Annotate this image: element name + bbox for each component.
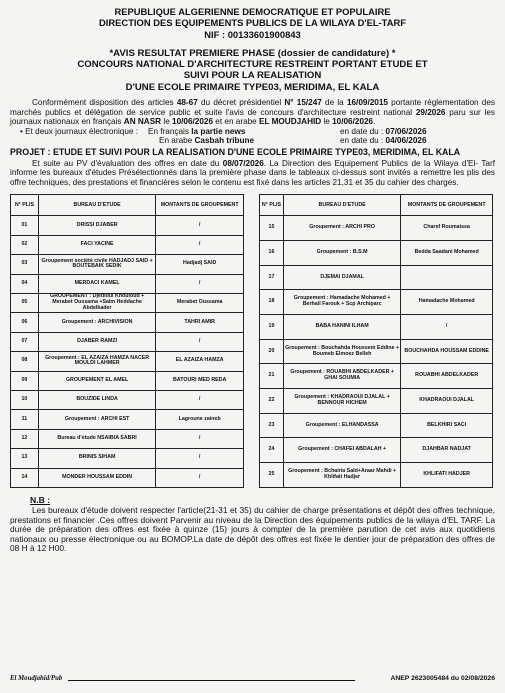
col-header-montants: MONTANTS DE GROUPEMENT [401, 195, 493, 216]
groupement-amount: TAHRI AMIR [156, 313, 244, 332]
groupement-amount: / [156, 274, 244, 293]
col-header-plis: N° PLIS [11, 195, 39, 216]
bureau-name: Groupement société civile HADJADJ SAID + BOUTEBAIK SEDIK [38, 255, 155, 274]
bureau-name: Bureau d'etude NSAIBIA SABRI [38, 429, 155, 448]
table-row [11, 468, 244, 487]
project-heading: PROJET : ETUDE ET SUIVI POUR LA REALISATION D'UNE ECOLE PRIMAIRE TYPE03, MERIDIMA, EL KALA [10, 146, 461, 157]
groupement-amount: ROUABHI ABDELKADER [401, 364, 493, 389]
table-row [11, 390, 244, 409]
header-direction: DIRECTION DES EQUIPEMENTS PUBLICS DE LA WILAYA D'EL-TARF [99, 17, 406, 29]
groupement-amount: Hamadache Mohamed [401, 290, 493, 315]
col-header-montants: MONTANTS DE GROUPEMENT [156, 195, 244, 216]
bureau-name: DRISSI DJABER [38, 216, 155, 235]
groupement-amount: Hadjadj SAID [156, 255, 244, 274]
groupement-amount: / [156, 390, 244, 409]
groupement-amount: / [156, 332, 244, 351]
bureau-name: Groupement : EL AZAIZA HAMZA NACER MOULDI LAHMER [38, 352, 155, 371]
ar-date: 04/06/2026 [385, 136, 427, 146]
plis-number: 16 [260, 241, 284, 266]
col-header-plis: N° PLIS [260, 195, 284, 216]
table-row [11, 235, 244, 254]
table-row [11, 313, 244, 332]
bureau-name: GROUPEMENT : Djedioui Khouloud + Merabet Oussama +Salm Heddache Abdelkader [38, 293, 155, 312]
suite-text: . La Direction des Equipement Publics de la Wilaya d'El- Tarf informe les bureaux d'études Présélectionnés dans la première phase dans le tableaux ci-dessus sont invités a remettre les plis des offre techniques, des prestations et financières selon le contenu est fixé dans les articles 21,31 et 35 du cahier des charges. [10, 158, 495, 187]
bureau-name: Groupement : KHADRAOUI DJALAL + BENNOUR HICHEM [283, 389, 400, 414]
intro-text: Conformément disposition des articles [32, 98, 177, 108]
pv-date: 08/07/2026 [222, 158, 264, 168]
plis-number: 08 [11, 352, 39, 371]
groupement-amount: KHLIFATI HADJER [401, 463, 493, 488]
bureau-name: Groupement : ARCHIVISION [38, 313, 155, 332]
fr-journal-name: la partie news [191, 126, 246, 136]
table-row [260, 389, 493, 414]
plis-number: 25 [260, 463, 284, 488]
plis-number: 03 [11, 255, 39, 274]
groupement-amount: BELKHIRI SACI [401, 413, 493, 438]
title-line-3: SUIVI POUR LA REALISATION [183, 70, 322, 82]
results-tables [10, 194, 495, 487]
intro-decree-date: 16/09/2015 [346, 98, 388, 108]
plis-number: 21 [260, 364, 284, 389]
intro-paragraph [10, 98, 495, 127]
header-nif: NIF : 00133601900843 [204, 28, 301, 40]
bureau-name: MONDER HOUSSAM EDDIN [38, 468, 155, 487]
bureau-name: Groupement : Bouchahda Houssem Eddine + Boumeb Elmoez Belleh [283, 339, 400, 364]
plis-number: 09 [11, 371, 39, 390]
plis-number: 05 [11, 293, 39, 312]
intro-text: paru sur les journaux nationaux en français [10, 107, 495, 127]
bureau-name: Groupement : CHAFEI ABDALAH + [283, 438, 400, 463]
groupement-amount: / [156, 429, 244, 448]
groupement-amount: Bedda Saadani Mohamed [401, 241, 493, 266]
groupement-amount: / [156, 449, 244, 468]
intro-date-ar: 10/06/2026 [332, 117, 374, 127]
electronic-journals [20, 127, 495, 146]
bureau-name: BOUZIDE LINDA [38, 390, 155, 409]
table-row [11, 449, 244, 468]
plis-number: 01 [11, 216, 39, 235]
plis-number: 18 [260, 290, 284, 315]
intro-newspaper-fr: AN NASR [123, 117, 162, 127]
results-table-left [10, 194, 244, 487]
intro-notice-number: 29/2026 [415, 107, 446, 117]
groupement-amount: EL AZAIZA HAMZA [156, 352, 244, 371]
plis-number: 04 [11, 274, 39, 293]
plis-number: 13 [11, 449, 39, 468]
plis-number: 19 [260, 315, 284, 340]
groupement-amount: BATOURI MED REDA [156, 371, 244, 390]
table-row [260, 216, 493, 241]
bureau-name: FACI YACINE [38, 235, 155, 254]
groupement-amount: Merabet Oussama [156, 293, 244, 312]
bureau-name: Groupement : B.S.M [283, 241, 400, 266]
bureau-name: Groupement : ARCHI PRO [283, 216, 400, 241]
plis-number: 10 [11, 390, 39, 409]
table-row [260, 265, 493, 290]
table-row [11, 371, 244, 390]
intro-decree: N° 15/247 [284, 98, 322, 108]
footer-anep-ref: ANEP 2623005484 du 02/08/2026 [390, 675, 495, 682]
bureau-name: Groupement : ARCHI EST [38, 410, 155, 429]
intro-text: portante réglementation des marchés publics et délégation de service public et suite l'avis de concours d'architecture restreint national [10, 98, 495, 117]
groupement-amount: / [156, 235, 244, 254]
table-row [11, 429, 244, 448]
table-row [260, 315, 493, 340]
bureau-name: Groupement : Hamadache Mohamed + Berhail Farouk + Scp Archiparc [283, 290, 400, 315]
nb-label: N.B : [30, 494, 51, 505]
plis-number: 06 [11, 313, 39, 332]
intro-text: le [321, 117, 333, 127]
table-row [11, 293, 244, 312]
notice-title [10, 48, 495, 93]
plis-number: 22 [260, 389, 284, 414]
bureau-name: Groupement : Bchairia Saïd+Araar Mahdi + Khlifati Hadjer [283, 463, 400, 488]
plis-number: 11 [11, 410, 39, 429]
results-table-right [259, 194, 493, 487]
table-row [11, 255, 244, 274]
table-row [260, 290, 493, 315]
groupement-amount: Lagroune zaineb [156, 410, 244, 429]
table-row [11, 274, 244, 293]
intro-text: et en arabe [213, 117, 260, 127]
nb-text: Les bureaux d'étude doivent respecter l'article(21-31 et 35) du cahier de charge présentations et dépôt des offres technique, prestations et financier .Ces offres doivent Parvenir au niveau de la Direction des équipements publics de la wilaya d'EL TARF. La durée de préparation des offres est fixée à quinze (15) jours à compter de la première parution de cet avis aux quotidiens nationaux ou presse électronique ou au BOMOP.La date de dépôt des offres est fixée le dentier jour de préparation des offres de 08 H à 12 H00. [10, 504, 495, 554]
bureau-name: BRINIS SIHAM [38, 449, 155, 468]
intro-text: de la [321, 98, 347, 108]
groupement-amount: DJAHBAR NADJAT [401, 438, 493, 463]
table-row [260, 364, 493, 389]
footer [10, 675, 495, 683]
fr-prefix: En français [148, 126, 192, 136]
bureau-name: Groupement : ELHANDASSA [283, 413, 400, 438]
electronic-row-ar [20, 136, 495, 146]
suite-paragraph [10, 159, 495, 188]
groupement-amount: / [156, 216, 244, 235]
plis-number: 20 [260, 339, 284, 364]
plis-number: 15 [260, 216, 284, 241]
fr-date-label: en date du : [340, 126, 386, 136]
plis-number: 02 [11, 235, 39, 254]
ar-date-label: en date du : [340, 136, 386, 146]
groupement-amount: Charef Roumaissa [401, 216, 493, 241]
title-line-1: *AVIS RESULTAT PREMIERE PHASE (dossier de candidature) * [109, 47, 396, 59]
ar-prefix: En arabe [159, 136, 195, 146]
intro-text: du décret présidentiel [197, 98, 285, 108]
bureau-name: Groupement : ROUABHI ABDELKADER + GHAI SOUMIA [283, 364, 400, 389]
plis-number: 17 [260, 265, 284, 290]
plis-number: 14 [11, 468, 39, 487]
plis-number: 23 [260, 413, 284, 438]
table-row [260, 413, 493, 438]
intro-date-fr: 10/06/2026 [172, 117, 214, 127]
groupement-amount [401, 265, 493, 290]
plis-number: 24 [260, 438, 284, 463]
intro-newspaper-ar: EL MOUDJAHID [259, 117, 322, 127]
bureau-name: MERDACI KAMEL [38, 274, 155, 293]
footer-publisher: El Moudjahid/Pub [10, 675, 63, 682]
table-row [11, 216, 244, 235]
bureau-name: DJABER RAMZI [38, 332, 155, 351]
intro-text: le [161, 117, 173, 127]
bureau-name: GROUPEMENT EL AMEL [38, 371, 155, 390]
title-line-2: CONCOURS NATIONAL D'ARCHITECTURE RESTREINT PORTANT ETUDE ET [77, 59, 428, 71]
col-header-bureau: BUREAU D'ETUDE [38, 195, 155, 216]
intro-articles: 48-67 [176, 98, 198, 108]
table-row [11, 332, 244, 351]
title-line-4: D'UNE ECOLE PRIMAIRE TYPE03, MERIDIMA, EL KALA [125, 81, 380, 93]
bureau-name: BABA HANINI ILHAM [283, 315, 400, 340]
groupement-amount: / [401, 315, 493, 340]
electronic-label: • Et deux journaux électronique : [20, 126, 139, 136]
table-row [260, 463, 493, 488]
ar-journal-name: Casbah tribune [194, 136, 255, 146]
table-row [260, 241, 493, 266]
suite-text: Et suite au PV d'évaluation des offres en date du [32, 158, 223, 168]
groupement-amount: / [156, 468, 244, 487]
plis-number: 12 [11, 429, 39, 448]
intro-text: . [373, 117, 376, 127]
electronic-row-fr [20, 127, 495, 137]
fr-date: 07/06/2026 [385, 126, 427, 136]
groupement-amount: BOUCHAHDA HOUSSAM EDDINE [401, 339, 493, 364]
table-row [11, 410, 244, 429]
bureau-name: DJEMAI DJAMAL [283, 265, 400, 290]
groupement-amount: KHADRAOUI DJALAL [401, 389, 493, 414]
plis-number: 07 [11, 332, 39, 351]
table-row [11, 352, 244, 371]
col-header-bureau: BUREAU D'ETUDE [283, 195, 400, 216]
table-row [260, 438, 493, 463]
header-republic: REPUBLIQUE ALGERIENNE DEMOCRATIQUE ET POPULAIRE [114, 6, 391, 17]
table-row [260, 339, 493, 364]
